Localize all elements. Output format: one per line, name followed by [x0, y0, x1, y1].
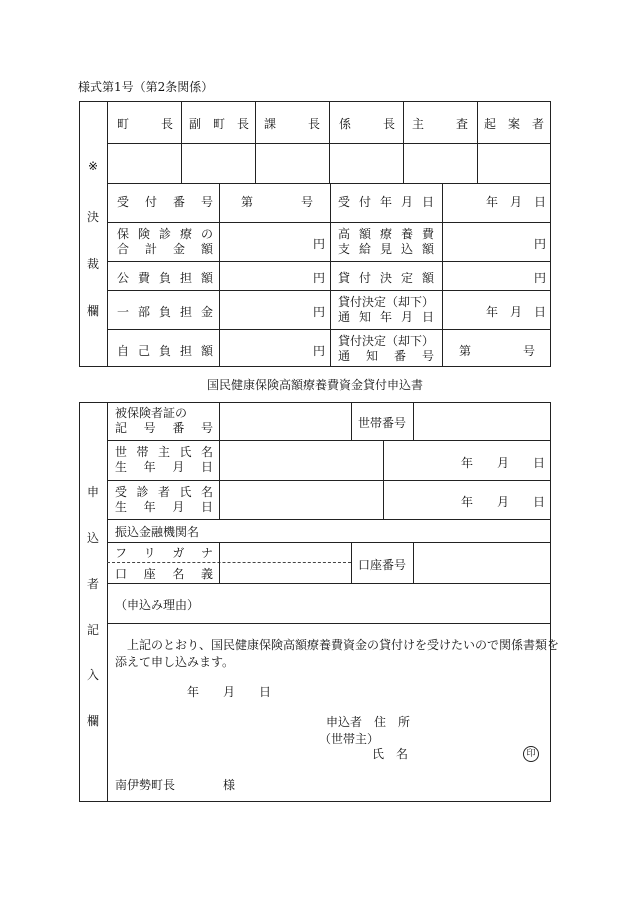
approval-mark: ※	[87, 159, 99, 173]
total-amount-label: 保 険 診 療 の 合 計 金 額	[117, 227, 213, 256]
self-burden-label: 自 己 負 担 額	[117, 344, 213, 358]
reason-label: （申込み理由）	[115, 598, 200, 612]
applicant-head-label: （世帯主）	[319, 732, 380, 746]
applicant-address-label: 申込者 住 所	[326, 715, 411, 729]
application-side-label-5: 入	[86, 668, 99, 682]
account-holder-label: 口 座 名 義	[115, 567, 213, 581]
notice-date-field[interactable]: 年 月 日	[485, 305, 546, 319]
application-side-label: 申	[86, 485, 99, 499]
public-burden-label: 公 費 負 担 額	[117, 271, 213, 285]
high-cost-label: 高 額 療 養 費 支 給 見 込 額	[338, 227, 434, 256]
furigana-field[interactable]	[220, 543, 350, 561]
approval-side-label-2: 裁	[86, 257, 99, 271]
patient-name-field[interactable]	[220, 481, 382, 518]
head-name-field[interactable]	[220, 441, 382, 479]
partial-burden-field[interactable]: 円	[312, 305, 325, 319]
household-no-label: 世帯番号	[357, 416, 406, 430]
application-table	[79, 402, 560, 802]
furigana-label: フ リ ガ ナ	[115, 546, 213, 560]
approval-side-label: 決	[86, 210, 99, 224]
role-unit-chief: 係 長	[339, 117, 395, 131]
statement-line-1: 上記のとおり、国民健康保険高額療養費資金の貸付けを受けたいので関係書類を	[127, 638, 560, 652]
head-birthdate-field[interactable]: 年 月 日	[460, 456, 545, 470]
receipt-date-field[interactable]: 年 月 日	[485, 195, 546, 209]
statement-line-2: 添えて申し込みます。	[115, 655, 235, 669]
role-deputy-mayor: 副 町 長	[189, 117, 249, 131]
form-id: 様式第1号（第2条関係）	[78, 80, 214, 94]
household-no-field[interactable]	[414, 403, 550, 439]
role-section-chief: 課 長	[264, 117, 320, 131]
form-title: 国民健康保険高額療養費資金貸付申込書	[206, 378, 423, 392]
role-drafter: 起 案 者	[484, 117, 544, 131]
high-cost-field[interactable]: 円	[533, 237, 546, 251]
patient-birthdate-field[interactable]: 年 月 日	[460, 495, 545, 509]
approval-side-label-3: 欄	[86, 304, 99, 318]
application-date: 年 月 日	[187, 685, 272, 699]
patient-name-label: 受 診 者 氏 名 生 年 月 日	[115, 485, 213, 514]
total-amount-field[interactable]: 円	[312, 237, 325, 251]
insurance-card-label: 被保険者証の 記 号 番 号	[115, 406, 213, 435]
application-side-label-3: 者	[86, 577, 99, 591]
loan-decision-label: 貸 付 決 定 額	[338, 271, 434, 285]
public-burden-field[interactable]: 円	[312, 271, 325, 285]
bank-label: 振込金融機関名	[115, 525, 200, 539]
seal-icon: 印	[523, 746, 539, 762]
receipt-date-label: 受 付 年 月 日	[338, 195, 434, 209]
application-side-label-6: 欄	[86, 714, 99, 728]
approval-table	[79, 101, 551, 367]
account-no-label: 口座番号	[357, 558, 406, 572]
insurance-card-field[interactable]	[220, 403, 350, 439]
notice-no-label: 貸付決定（却下） 通 知 番 号	[338, 334, 435, 363]
loan-decision-field[interactable]: 円	[533, 271, 546, 285]
notice-date-label: 貸付決定（却下） 通 知 年 月 日	[338, 295, 435, 324]
receipt-no-label: 受 付 番 号	[117, 195, 213, 209]
notice-no-field[interactable]: 第 号	[459, 344, 535, 358]
receipt-no-field[interactable]: 第 号	[241, 195, 313, 209]
application-side-label-4: 記	[86, 623, 99, 637]
applicant-name-label: 氏 名	[372, 747, 409, 761]
partial-burden-label: 一 部 負 担 金	[117, 305, 213, 319]
head-name-label: 世 帯 主 氏 名 生 年 月 日	[115, 445, 213, 474]
application-side-label-2: 込	[86, 531, 99, 545]
bank-field[interactable]	[220, 520, 550, 541]
self-burden-field[interactable]: 円	[312, 344, 325, 358]
account-no-field[interactable]	[414, 543, 550, 582]
account-holder-field[interactable]	[220, 563, 350, 582]
addressee: 南伊勢町長 様	[115, 778, 236, 792]
role-mayor: 町 長	[117, 117, 173, 131]
role-inspector: 主 査	[412, 117, 468, 131]
